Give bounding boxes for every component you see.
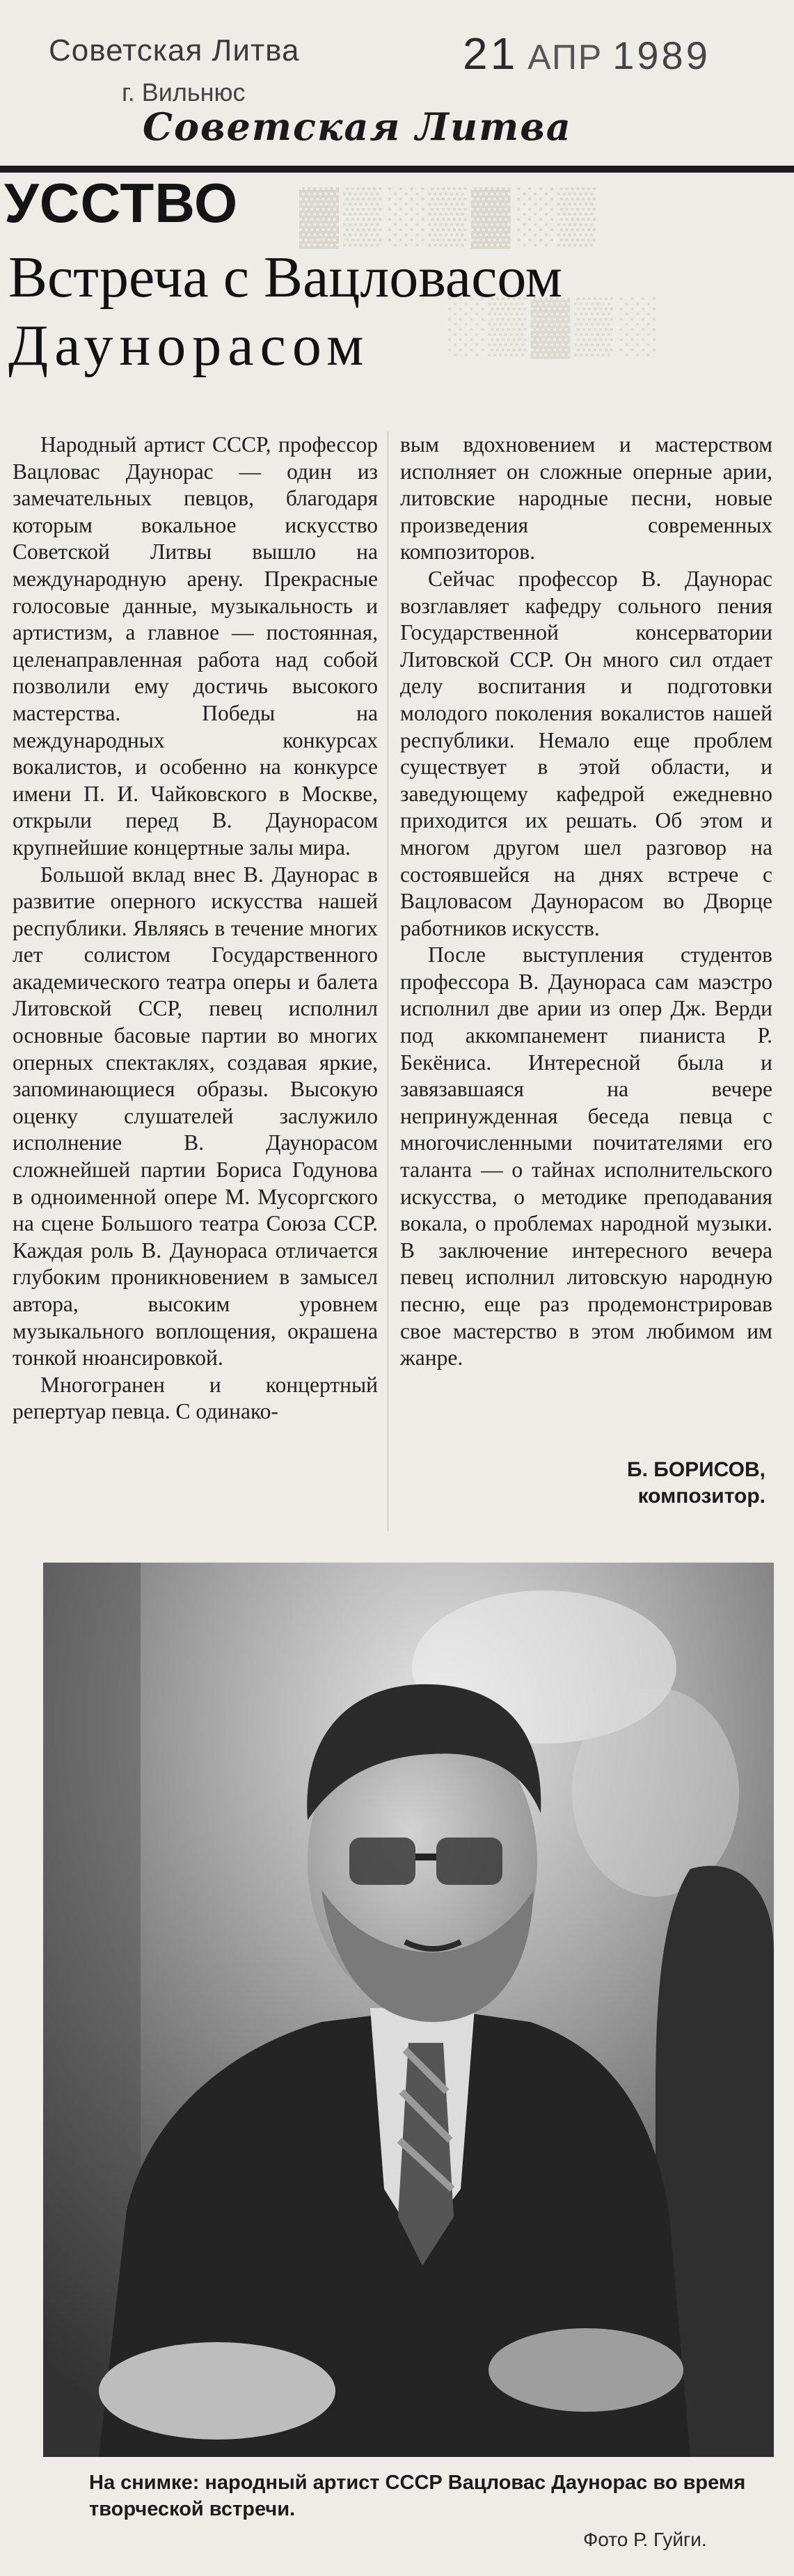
photo-credit: Фото Р. Гуйги. xyxy=(583,2529,707,2550)
stamp-day: 21 xyxy=(463,29,518,79)
portrait-image xyxy=(43,1563,774,2457)
stamp-newspaper-name: Советская Литва xyxy=(49,33,300,68)
article-headline xyxy=(8,244,562,380)
paragraph: Многогранен и концертный репертуар певца. С одинако- xyxy=(13,1372,378,1424)
paragraph: Народный артист СССР, профессор Вацловас Даунорас — один из замечательных певцов, благодаря которым вокальное искусство Советской Литвы вышло на международную арену. Прекрасные голосовые данные, музыкальность и артистизм, а главное — постоянная, целенаправленная работа над собой позволили ему достичь высокого мастерства. Победы на международных конкурсах вокалистов, и особенно на конкурсе имени П. И. Чайковского в Москве, открыли перед В. Даунорасом крупнейшие концертные залы мира. xyxy=(13,432,378,860)
photo-caption: На снимке: народный артист СССР Вацловас Даунорас во время творческой встречи. xyxy=(89,2472,746,2520)
stamp-city: г. Вильнюс xyxy=(122,78,246,106)
stamp-year: 1989 xyxy=(612,33,710,77)
masthead: Советская Литва xyxy=(143,104,572,149)
author-signature xyxy=(557,1457,765,1510)
rubric-label: УССТВО xyxy=(4,172,239,234)
author-name: Б. БОРИСОВ, xyxy=(627,1458,765,1481)
stamp-month: АПР xyxy=(527,38,603,77)
paragraph: После выступления студентов профессора В. Даунораса сам маэстро исполнил две арии из опер Дж. Верди под аккомпанемент пианиста Р. Бекёниса. Интересной была и завязавшаяся на вечере непринужденная беседа певца с многочисленными почитателями его таланта — о тайнах исполнительского искусства, о методике преподавания вокала, о проблемах народной музыки. В заключение интересного вечера певец исполнил литовскую народную песню, еще раз продемонстрировав свое мастерство в этом любимом им жанре. xyxy=(400,942,772,1370)
article-photo xyxy=(43,1563,774,2457)
paragraph: Большой вклад внес В. Даунорас в развитие оперного искусства нашей республики. Являясь в течение многих лет солистом Государственного академического театра оперы и балета Литовской ССР, певец исполнил основные басовые партии во многих оперных спектаклях, создавая яркие, запоминающиеся образы. Высокую оценку слушателей заслужило исполнение В. Даунорасом сложнейшей партии Бориса Годунова в одноименной опере М. Мусоргского на сцене Большого театра Союза ССР. Каждая роль В. Даунораса отличается глубоким проникновением в замысел автора, высоким уровнем музыкального воплощения, окрашена тонкой нюансировкой. xyxy=(13,862,378,1370)
paragraph: вым вдохновением и мастерством исполняет он сложные оперные арии, литовские народные песни, новые произведения современных композиторов. xyxy=(400,432,772,564)
bleed-through-text: ▓▒░▒▓░▒ xyxy=(299,183,601,244)
bleed-through-text-2: ░▒▓▒░ xyxy=(445,293,660,354)
stamp-date xyxy=(463,28,710,79)
paragraph: Сейчас профессор В. Даунорас возглавляет кафедру сольного пения Государственной консерватории Литовской ССР. Он много сил отдает делу воспитания и подготовки молодого поколения вокалистов нашей республики. Немало еще проблем существует в этой области, и заведующему кафедрой ежедневно приходится их решать. Об этом и многом другом шел разговор на состоявшейся на днях встрече с Вацловасом Даунорасом во Дворце работников искусств. xyxy=(400,566,772,940)
headline-line-1: Встреча с Вацловасом xyxy=(8,245,562,310)
author-role: композитор. xyxy=(637,1485,765,1508)
article-column-left xyxy=(13,432,378,1425)
article-column-right xyxy=(400,432,772,1372)
headline-line-2: Даунорасом xyxy=(8,313,370,378)
